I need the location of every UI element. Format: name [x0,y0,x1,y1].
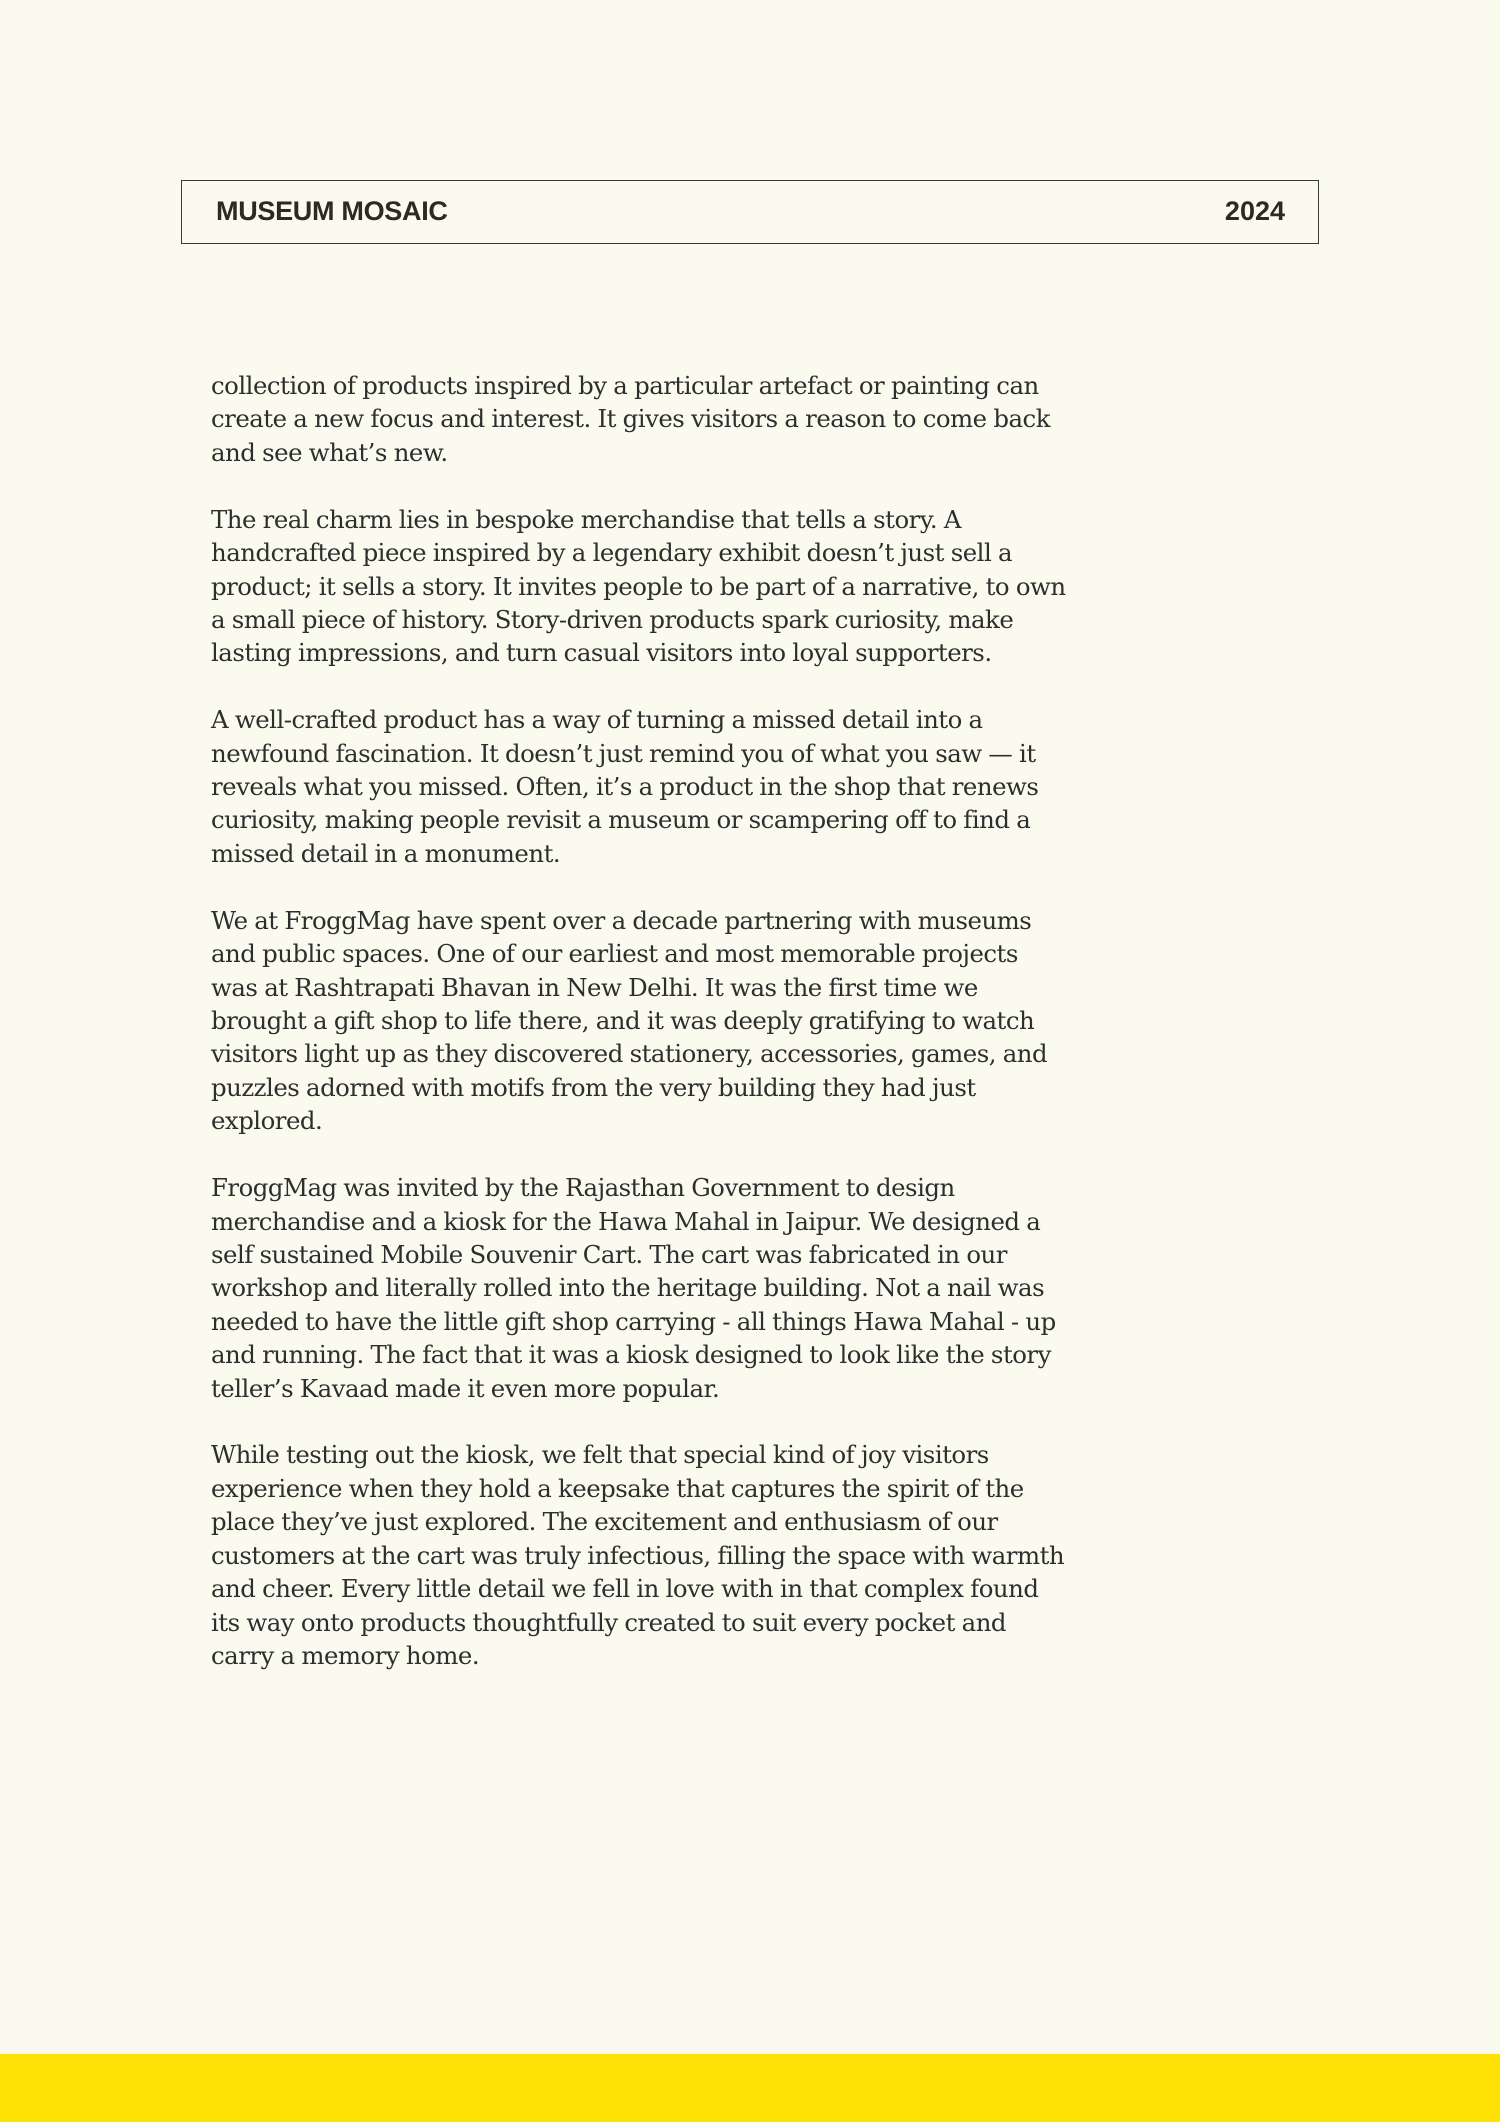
paragraph: While testing out the kiosk, we felt that special kind of joy visitors experience when they hold a keepsake that captures the spirit of the place they’ve just explored. The excitement and enthusiasm of our customers at the cart was truly infectious, filling the space with warmth and cheer. Every little detail we fell in love with in that complex found its way onto products thoughtfully created to suit every pocket and carry a memory home. [211,1440,1065,1670]
publication-title: MUSEUM MOSAIC [216,196,448,226]
paragraph: collection of products inspired by a particular artefact or painting can create a new focus and interest. It gives visitors a reason to come back and see what’s new. [211,371,1050,467]
running-header [181,180,1319,244]
paragraph: FroggMag was invited by the Rajasthan Government to design merchandise and a kiosk for the Hawa Mahal in Jaipur. We designed a self sustained Mobile Souvenir Cart. The cart was fabricated in our workshop and literally rolled into the heritage building. Not a nail was needed to have the little gift shop carrying - all things Hawa Mahal - up and running. The fact that it was a kiosk designed to look like the story teller’s Kavaad made it even more popular. [211,1173,1056,1403]
article-body [211,369,1071,1706]
publication-year: 2024 [1224,196,1285,226]
paragraph: The real charm lies in bespoke merchandise that tells a story. A handcrafted piece inspired by a legendary exhibit doesn’t just sell a product; it sells a story. It invites people to be part of a narrative, to own a small piece of history. Story-driven products spark curiosity, make lasting impressions, and turn casual visitors into loyal supporters. [211,504,1066,668]
footer-accent-band [0,2054,1500,2122]
paragraph: We at FroggMag have spent over a decade partnering with museums and public spaces. One of our earliest and most memorable projects was at Rashtrapati Bhavan in New Delhi. It was the first time we brought a gift shop to life there, and it was deeply gratifying to watch visitors light up as they discovered stationery, accessories, games, and puzzles adorned with motifs from the very building they had just explored. [211,905,1048,1136]
paragraph: A well-crafted product has a way of turning a missed detail into a newfound fascination. It doesn’t just remind you of what you saw — it reveals what you missed. Often, it’s a product in the shop that renews curiosity, making people revisit a museum or scampering off to find a missed detail in a monument. [211,705,1039,868]
